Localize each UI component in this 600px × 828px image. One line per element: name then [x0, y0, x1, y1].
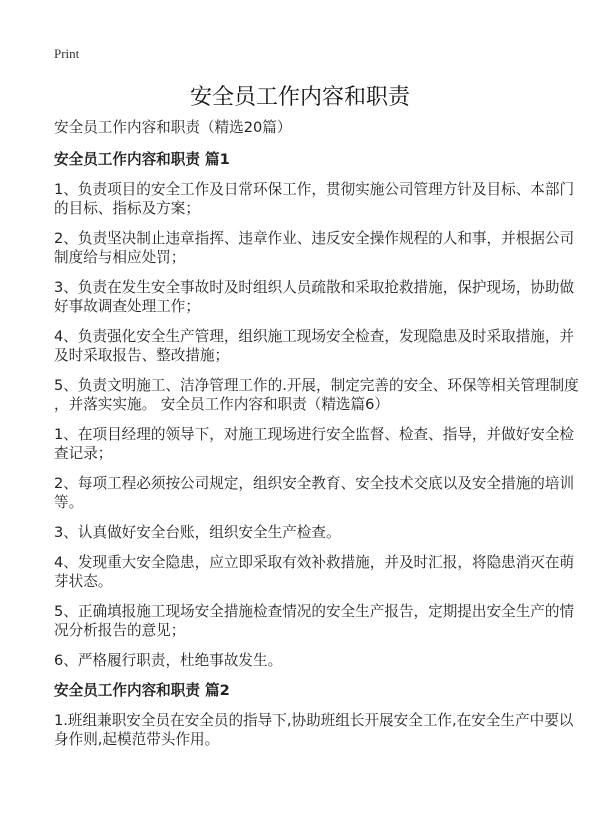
paragraph-line: ，并落实实施。 安全员工作内容和职责（精选篇6） [54, 396, 389, 413]
paragraph-line: 4、发现重大安全隐患，应立即采取有效补救措施，并及时汇报，将隐患消灭在萌 [54, 554, 575, 571]
paragraph-line: 的目标、指标及方案； [54, 200, 200, 217]
paragraph-line: 身作则,起模范带头作用。 [54, 731, 220, 748]
section-heading: 安全员工作内容和职责 篇2 [54, 682, 230, 699]
subtitle: 安全员工作内容和职责（精选20篇） [54, 119, 292, 136]
section-heading: 安全员工作内容和职责 篇1 [54, 151, 230, 168]
print-link[interactable]: Print [54, 46, 80, 61]
paragraph [54, 602, 575, 640]
paragraph-line: 及时采取报告、整改措施； [54, 347, 230, 364]
paragraph-line: 况分析报告的意见； [54, 622, 186, 639]
paragraph-line: 4、负责强化安全生产管理，组织施工现场安全检查，发现隐患及时采取措施，并 [54, 328, 575, 345]
paragraph [54, 327, 575, 365]
paragraph [54, 474, 575, 512]
paragraph-line: 3、负责在发生安全事故时及时组织人员疏散和采取抢救措施，保护现场，协助做 [54, 279, 575, 296]
paragraph-line: 制度给与相应处罚； [54, 249, 186, 266]
paragraph [54, 180, 575, 218]
paragraph [54, 523, 554, 542]
paragraph [54, 651, 554, 670]
paragraph-line: 2、每项工程必须按公司规定，组织安全教育、安全技术交底以及安全措施的培训 [54, 475, 575, 492]
paragraph [54, 229, 575, 267]
paragraph [54, 278, 575, 316]
paragraph [54, 711, 574, 749]
paragraph [54, 425, 575, 463]
paragraph-line: 3、认真做好安全台账，组织安全生产检查。 [54, 524, 341, 541]
paragraph-line: 1、在项目经理的领导下，对施工现场进行安全监督、检查、指导，并做好安全检 [54, 426, 575, 443]
paragraph [54, 553, 575, 591]
paragraph [54, 376, 579, 414]
paragraph-line: 5、正确填报施工现场安全措施检查情况的安全生产报告，定期提出安全生产的情 [54, 603, 575, 620]
page-title: 安全员工作内容和职责 [189, 85, 410, 110]
paragraph-line: 5、负责文明施工、洁净管理工作的.开展，制定完善的安全、环保等相关管理制度 [54, 377, 579, 394]
paragraph-line: 查记录； [54, 445, 113, 462]
paragraph-line: 1.班组兼职安全员在安全员的指导下,协助班组长开展安全工作,在安全生产中要以 [54, 712, 574, 729]
paragraph-line: 1、负责项目的安全工作及日常环保工作，贯彻实施公司管理方针及目标、本部门 [54, 181, 575, 198]
document-body [54, 118, 579, 760]
paragraph-line: 等。 [54, 494, 84, 511]
paragraph-line: 6、严格履行职责，杜绝事故发生。 [54, 652, 283, 669]
paragraph-line: 芽状态。 [54, 573, 113, 590]
article-blocks [54, 150, 579, 749]
paragraph-line: 2、负责坚决制止违章指挥、违章作业、违反安全操作规程的人和事，并根据公司 [54, 230, 575, 247]
paragraph-line: 好事故调查处理工作； [54, 298, 200, 315]
